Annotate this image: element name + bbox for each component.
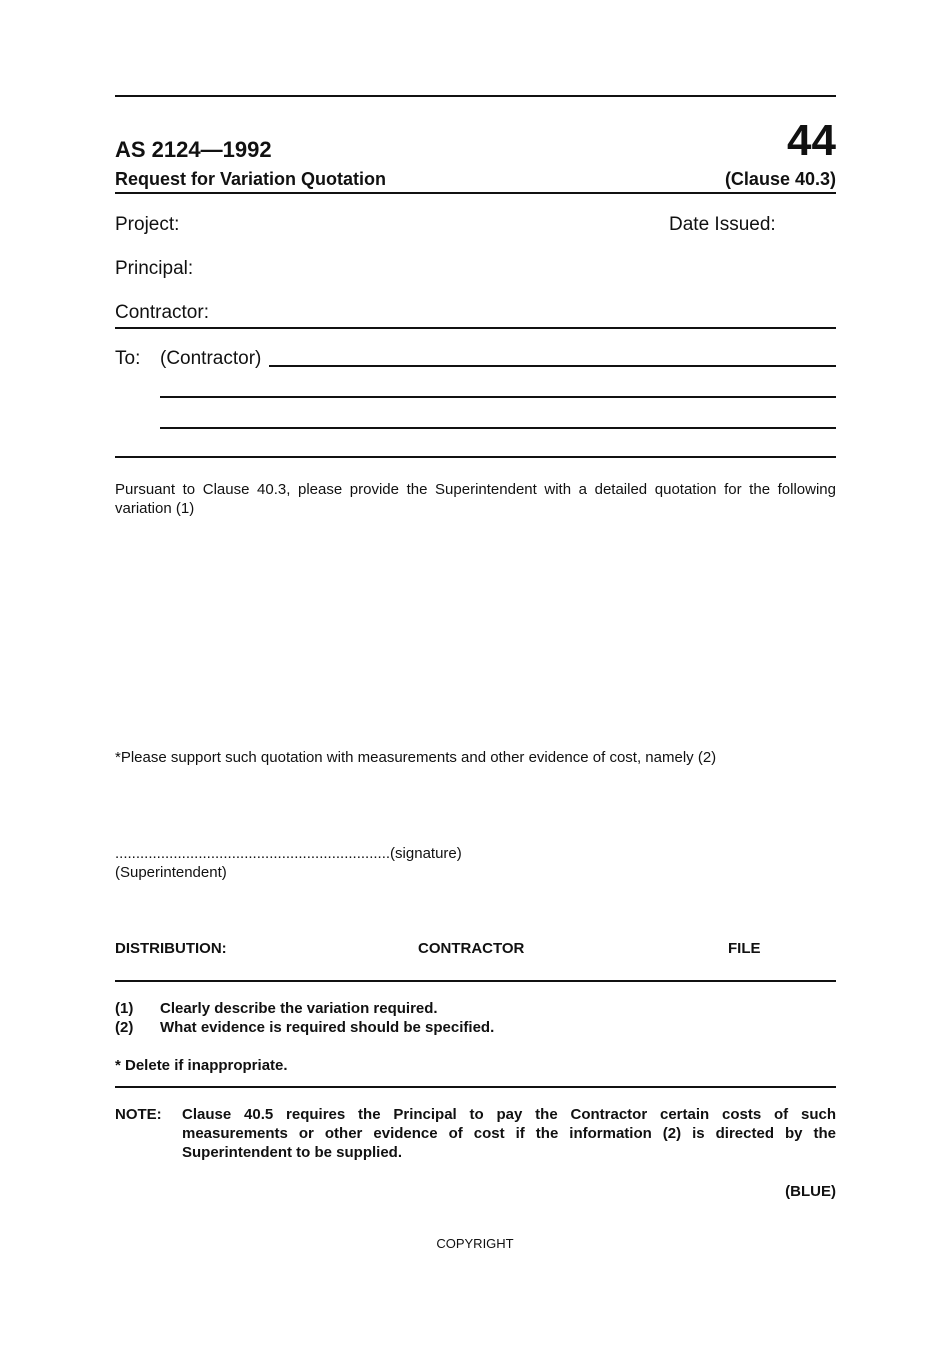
fields-rule (115, 327, 836, 329)
note-text: Clause 40.5 requires the Principal to pay the Contractor certain costs of such measurements or other evidence of cost if the information (2) is directed by the Superintendent to be supplied. (182, 1106, 836, 1161)
address-line-3[interactable] (160, 427, 836, 429)
footnote-marker-2: (2) (115, 1019, 134, 1036)
top-rule (115, 95, 836, 97)
clause-reference: (Clause 40.3) (724, 169, 836, 189)
principal-label: Principal: (115, 258, 194, 279)
project-label: Project: (115, 214, 180, 235)
request-text: Pursuant to Clause 40.3, please provide the Superintendent with a detailed quotation for the following variation (1) (115, 481, 836, 517)
distribution-file: FILE (728, 940, 761, 957)
note-rule (115, 1086, 836, 1088)
address-line-1[interactable] (269, 365, 836, 367)
contractor-label: Contractor: (115, 302, 209, 323)
signatory-label: (Superintendent) (115, 864, 227, 881)
date-issued-label: Date Issued: (669, 214, 776, 235)
header-rule (115, 192, 836, 194)
copyright-notice: COPYRIGHT (436, 1236, 514, 1251)
signature-line[interactable]: ..................................................................(signature) (115, 845, 462, 862)
footnote-text-2: What evidence is required should be specified. (160, 1019, 495, 1036)
footnote-text-1: Clearly describe the variation required. (160, 1000, 438, 1017)
distribution-rule (115, 980, 836, 982)
form-number: 44 (787, 116, 836, 165)
delete-note: * Delete if inappropriate. (115, 1057, 288, 1074)
address-rule (115, 456, 836, 458)
to-label: To: (115, 348, 141, 369)
distribution-contractor: CONTRACTOR (418, 940, 525, 957)
form-color-label: (BLUE) (785, 1183, 836, 1200)
evidence-request-text: *Please support such quotation with measurements and other evidence of cost, namely (2) (115, 749, 717, 766)
form-title: Request for Variation Quotation (115, 169, 387, 189)
distribution-label: DISTRIBUTION: (115, 940, 227, 957)
to-contractor-label: (Contractor) (160, 348, 262, 369)
note-label: NOTE: (115, 1106, 162, 1123)
address-line-2[interactable] (160, 396, 836, 398)
footnote-marker-1: (1) (115, 1000, 134, 1017)
standard-number: AS 2124—1992 (115, 137, 272, 162)
